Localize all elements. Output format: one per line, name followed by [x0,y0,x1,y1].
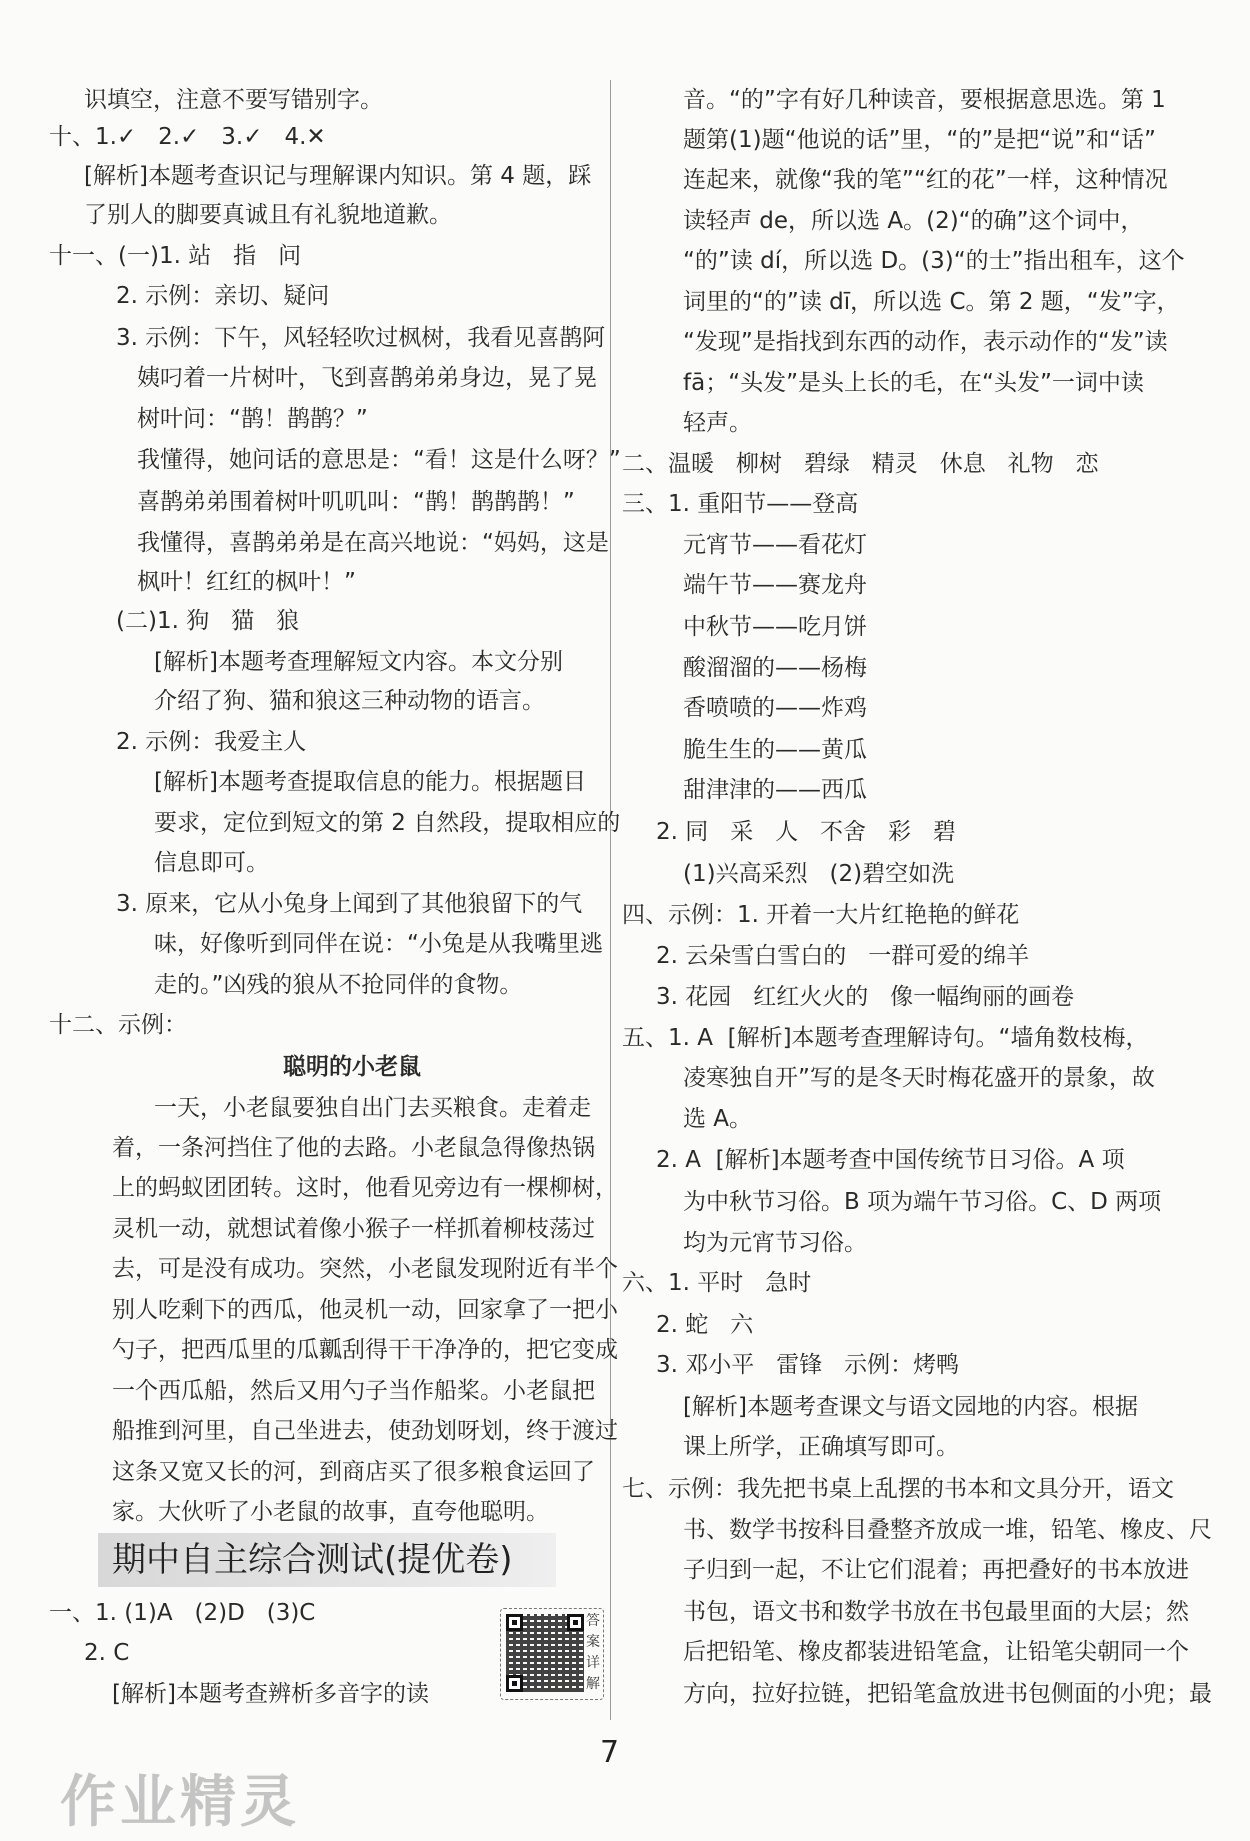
story-line: 着，一条河挡住了他的去路。小老鼠急得像热锅 [112,1135,595,1161]
story-line: 上的蚂蚁团团转。这时，他看见旁边有一棵柳树， [112,1175,618,1201]
text-line: 喜鹊弟弟围着树叶叽叽叫：“鹊！鹊鹊鹊！” [137,489,575,515]
section-banner-title: 期中自主综合测试(提优卷) [112,1540,513,1580]
watermark: 作业精灵 [60,1770,300,1835]
story-line: 别人吃剩下的西瓜，他灵机一动，回家拿了一把小 [112,1297,618,1323]
text-line: 十一、(一)1. 站 指 问 [49,243,302,269]
text-line: (1)兴高采烈 (2)碧空如洗 [683,861,955,887]
text-line: 音。“的”字有好几种读音，要根据意思选。第 1 [683,87,1166,113]
text-line: 了别人的脚要真诚且有礼貌地道歉。 [84,202,452,228]
text-line: 方向，拉好拉链，把铅笔盒放进书包侧面的小兜；最 [683,1681,1212,1707]
text-line: 甜津津的——西瓜 [683,777,867,803]
story-line: 灵机一动，就想试着像小猴子一样抓着柳枝荡过 [112,1216,595,1242]
text-line: 一、1. (1)A (2)D (3)C [49,1600,316,1626]
text-line: 2. A [解析]本题考查中国传统节日习俗。A 项 [656,1147,1125,1173]
qr-label-char: 详 [586,1655,600,1671]
text-line: 书包，语文书和数学书放在书包最里面的大层；然 [683,1599,1189,1625]
text-line: 题第(1)题“他说的话”里，“的”是把“说”和“话” [683,127,1156,153]
text-line: 连起来，就像“我的笔”“红的花”一样，这种情况 [683,167,1168,193]
text-line: 后把铅笔、橡皮都装进铅笔盒，让铅笔尖朝同一个 [683,1639,1189,1665]
text-line: 酸溜溜的——杨梅 [683,655,867,681]
story-line: 家。大伙听了小老鼠的故事，直夸他聪明。 [112,1499,549,1525]
text-line: 读轻声 de，所以选 A。(2)“的确”这个词中， [683,208,1144,234]
text-line: 介绍了狗、猫和狼这三种动物的语言。 [154,688,545,714]
text-line: 2. 示例：我爱主人 [116,729,307,755]
text-line: 3. 花园 红红火火的 像一幅绚丽的画卷 [656,984,1075,1010]
text-line: 子归到一起，不让它们混着；再把叠好的书本放进 [683,1557,1189,1583]
story-line: 这条又宽又长的河，到商店买了很多粮食运回了 [112,1459,595,1485]
text-line: 2. 示例：亲切、疑问 [116,283,330,309]
text-line: 轻声。 [683,410,752,436]
text-line: [解析]本题考查理解短文内容。本文分别 [154,649,563,675]
text-line: 脆生生的——黄瓜 [683,737,867,763]
text-line: 为中秋节习俗。B 项为端午节习俗。C、D 两项 [683,1189,1162,1215]
text-line: “发现”是指找到东西的动作，表示动作的“发”读 [683,329,1168,355]
text-line: 课上所学，正确填写即可。 [683,1434,959,1460]
text-line: 香喷喷的——炸鸡 [683,695,867,721]
text-line: [解析]本题考查识记与理解课内知识。第 4 题，踩 [84,163,592,189]
text-line: 七、示例：我先把书桌上乱摆的书本和文具分开，语文 [622,1476,1174,1502]
text-line: 味，好像听到同伴在说：“小兔是从我嘴里逃 [154,931,603,957]
story-line: 一个西瓜船，然后又用勺子当作船桨。小老鼠把 [112,1378,595,1404]
text-line: 识填空，注意不要写错别字。 [84,87,383,113]
text-line: 3. 邓小平 雷锋 示例：烤鸭 [656,1352,960,1378]
text-line: 凌寒独自开”写的是冬天时梅花盛开的景象，故 [683,1065,1155,1091]
text-line: 2. 云朵雪白雪白的 一群可爱的绵羊 [656,943,1030,969]
text-line: [解析]本题考查提取信息的能力。根据题目 [154,769,586,795]
text-line: 中秋节——吃月饼 [683,614,867,640]
text-line: fā；“头发”是头上长的毛，在“头发”一词中读 [683,370,1144,396]
text-line: 四、示例：1. 开着一大片红艳艳的鲜花 [622,902,1020,928]
column-divider [610,80,611,1720]
story-line: 一天，小老鼠要独自出门去买粮食。走着走 [154,1095,591,1121]
text-line: 十二、示例： [49,1012,187,1038]
text-line: 二、温暖 柳树 碧绿 精灵 休息 礼物 恋 [622,451,1099,477]
text-line: [解析]本题考查辨析多音字的读 [112,1681,429,1707]
story-line: 船推到河里，自己坐进去，使劲划呀划，终于渡过 [112,1418,618,1444]
text-line: 2. 蛇 六 [656,1312,754,1338]
text-line: 十、1.✓ 2.✓ 3.✓ 4.✕ [49,124,326,150]
text-line: 词里的“的”读 dī，所以选 C。第 2 题，“发”字， [683,289,1180,315]
text-line: 2. C [84,1640,130,1666]
story-title: 聪明的小老鼠 [283,1054,421,1080]
text-line: 我懂得，她问话的意思是：“看！这是什么呀？” [137,447,621,473]
qr-label-char: 答 [586,1613,600,1629]
text-line: 3. 原来，它从小兔身上闻到了其他狼留下的气 [116,891,583,917]
text-line: 3. 示例：下午，风轻轻吹过枫树，我看见喜鹊阿 [116,325,606,351]
text-line: 姨叼着一片树叶，飞到喜鹊弟弟身边，晃了晃 [137,365,597,391]
story-line: 勺子，把西瓜里的瓜瓤刮得干干净净的，把它变成 [112,1337,618,1363]
text-line: 走的。”凶残的狼从不抢同伴的食物。 [154,972,523,998]
text-line: 端午节——赛龙舟 [683,572,867,598]
text-line: 2. 同 采 人 不舍 彩 碧 [656,819,956,845]
qr-label-char: 解 [586,1676,600,1692]
text-line: [解析]本题考查课文与语文园地的内容。根据 [683,1394,1138,1420]
text-line: 六、1. 平时 急时 [622,1270,812,1296]
qr-finder-icon [506,1675,523,1692]
text-line: 选 A。 [683,1106,753,1132]
qr-finder-icon [506,1614,523,1631]
text-line: 均为元宵节习俗。 [683,1230,867,1256]
text-line: 枫叶！红红的枫叶！” [137,569,356,595]
text-line: 信息即可。 [154,850,269,876]
page-number: 7 [600,1735,620,1770]
answer-qr-code[interactable] [500,1608,604,1700]
text-line: “的”读 dí，所以选 D。(3)“的士”指出租车，这个 [683,248,1185,274]
text-line: 要求，定位到短文的第 2 自然段，提取相应的 [154,810,621,836]
text-line: 书、数学书按科目叠整齐放成一堆，铅笔、橡皮、尺 [683,1517,1212,1543]
text-line: 树叶问：“鹊！鹊鹊？” [137,406,368,432]
text-line: 五、1. A [解析]本题考查理解诗句。“墙角数枝梅， [622,1025,1149,1051]
text-line: 三、1. 重阳节——登高 [622,491,859,517]
text-line: 我懂得，喜鹊弟弟是在高兴地说：“妈妈，这是 [137,530,609,556]
qr-label [586,1611,601,1695]
text-line: (二)1. 狗 猫 狼 [116,608,300,634]
text-line: 元宵节——看花灯 [683,532,867,558]
qr-finder-icon [567,1614,584,1631]
qr-label-char: 案 [586,1634,600,1650]
section-banner [98,1533,556,1587]
story-line: 去，可是没有成功。突然，小老鼠发现附近有半个 [112,1256,618,1282]
